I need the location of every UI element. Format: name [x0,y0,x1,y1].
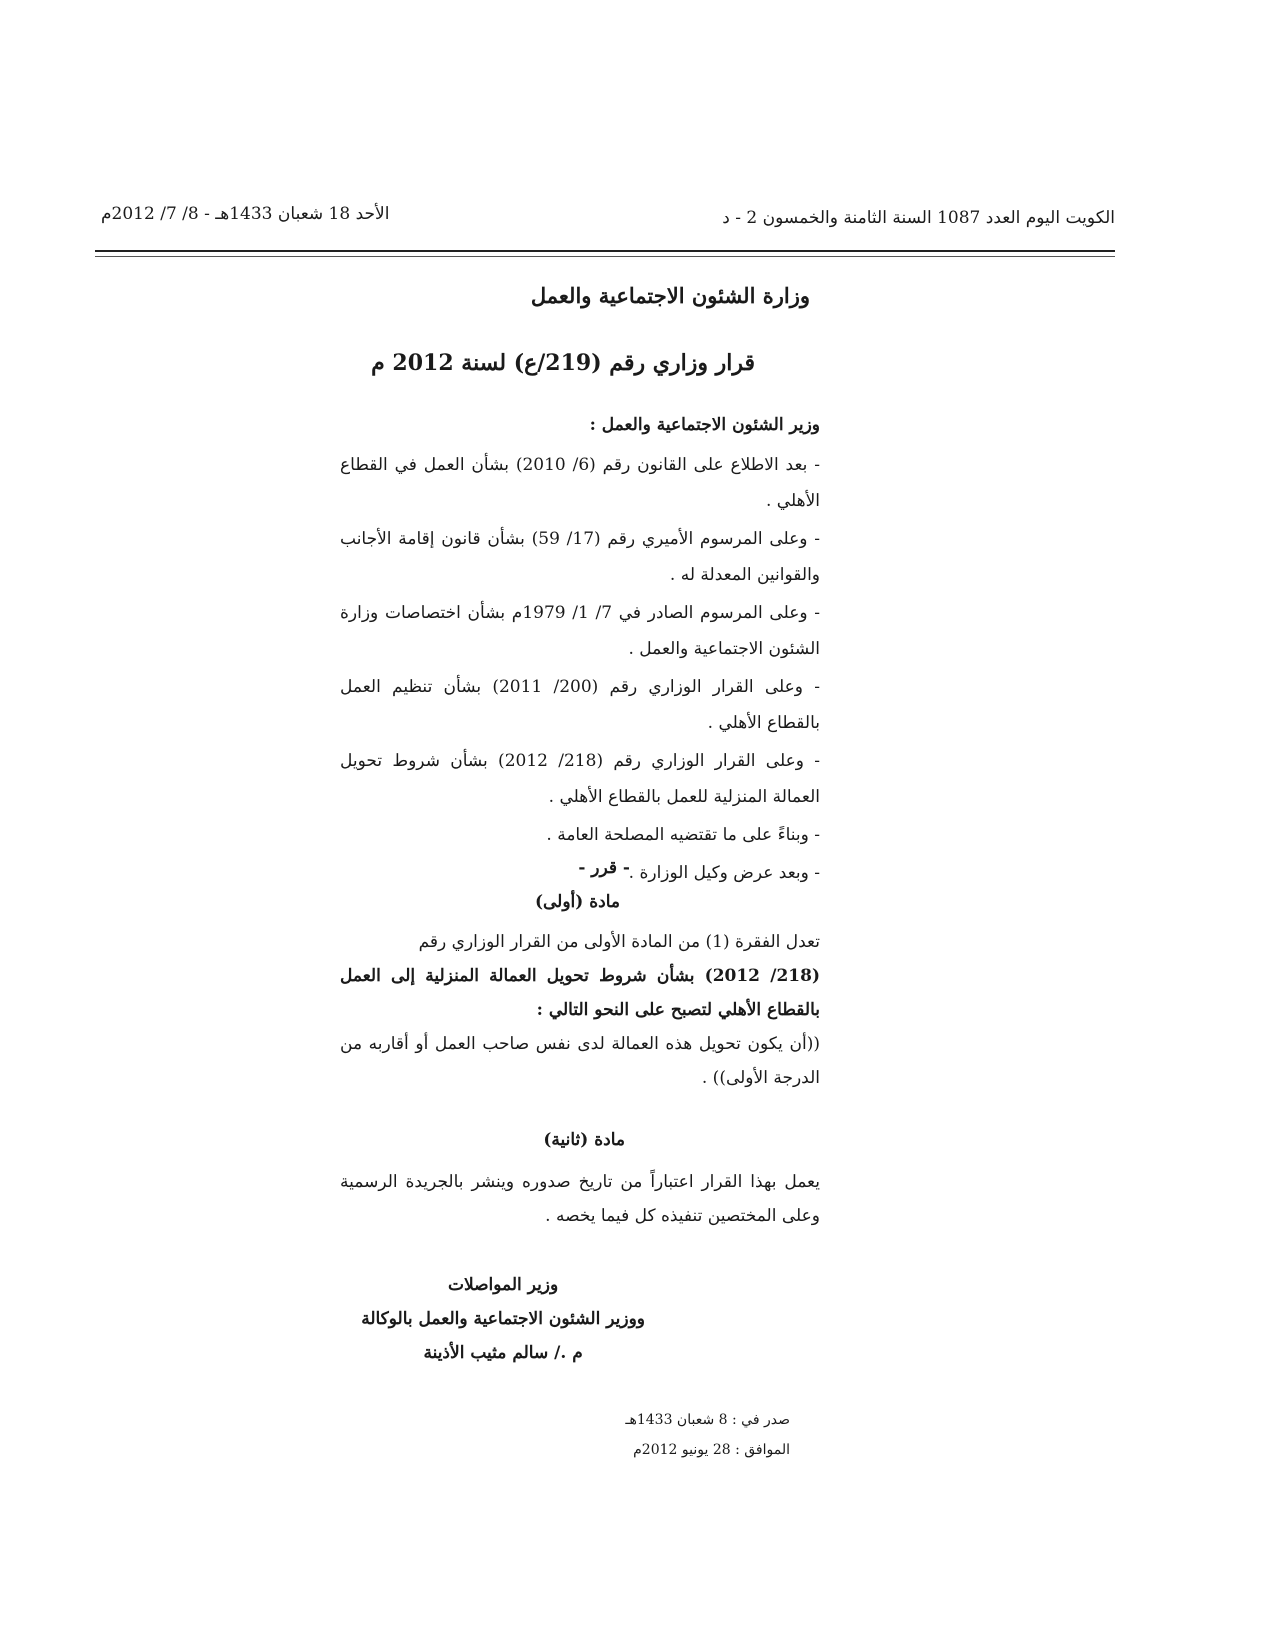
signature-block [361,1268,645,1370]
header-divider [95,250,1115,252]
signatory-acting-title: ووزير الشئون الاجتماعية والعمل بالوكالة [361,1309,645,1329]
gazette-date: الأحد 18 شعبان 1433هـ - 8/ 7/ 2012م [101,204,390,224]
issue-date-hijri: صدر في : 8 شعبان 1433هـ [625,1412,790,1428]
signatory-name: م ./ سالم مثيب الأذينة [423,1343,583,1363]
preamble [340,447,820,893]
article-1-intro: تعدل الفقرة (1) من المادة الأولى من القرار الوزاري رقم [418,932,820,952]
preamble-item: - وبناءً على ما تقتضيه المصلحة العامة . [546,825,820,845]
gazette-issue-info: الكويت اليوم العدد 1087 السنة الثامنة والخمسون 2 - د [722,208,1115,228]
decided-heading: - قرر - [578,858,630,878]
article-1-heading: مادة (أولى) [534,892,620,912]
preamble-item: - وعلى المرسوم الأميري رقم (17/ 59) بشأن قانون إقامة الأجانب والقوانين المعدلة له . [340,529,820,585]
issue-dates [625,1405,790,1465]
preamble-item: - وعلى القرار الوزاري رقم (218/ 2012) بشأن شروط تحويل العمالة المنزلية للعمل بالقطاع الأهلي . [340,751,820,807]
gazette-header [95,200,1115,244]
minister-line: وزير الشئون الاجتماعية والعمل : [589,415,820,435]
article-1-body [340,925,820,1095]
article-2-body [340,1165,820,1233]
header-divider-secondary [95,256,1115,257]
ministry-name: وزارة الشئون الاجتماعية والعمل [530,283,810,308]
decision-title: قرار وزاري رقم (219/ع) لسنة 2012 م [371,350,755,376]
issue-date-gregorian: الموافق : 28 يونيو 2012م [633,1442,790,1458]
preamble-item: - وعلى القرار الوزاري رقم (200/ 2011) بشأن تنظيم العمل بالقطاع الأهلي . [340,677,820,733]
preamble-item: - وبعد عرض وكيل الوزارة . [628,863,820,883]
signatory-title: وزير المواصلات [447,1275,559,1295]
article-2-text: يعمل بهذا القرار اعتباراً من تاريخ صدوره وينشر بالجريدة الرسمية وعلى المختصين تنفيذه كل فيما يخصه . [340,1172,820,1226]
article-1-bold-text: (218/ 2012) بشأن شروط تحويل العمالة المنزلية إلى العمل بالقطاع الأهلي لتصبح على النحو التالي : [340,966,820,1020]
article-1-quote: ((أن يكون تحويل هذه العمالة لدى نفس صاحب العمل أو أقاربه من الدرجة الأولى)) . [340,1034,820,1088]
preamble-item: - بعد الاطلاع على القانون رقم (6/ 2010) بشأن العمل في القطاع الأهلي . [340,455,820,511]
preamble-item: - وعلى المرسوم الصادر في 7/ 1/ 1979م بشأن اختصاصات وزارة الشئون الاجتماعية والعمل . [340,603,820,659]
article-2-heading: مادة (ثانية) [543,1130,625,1150]
